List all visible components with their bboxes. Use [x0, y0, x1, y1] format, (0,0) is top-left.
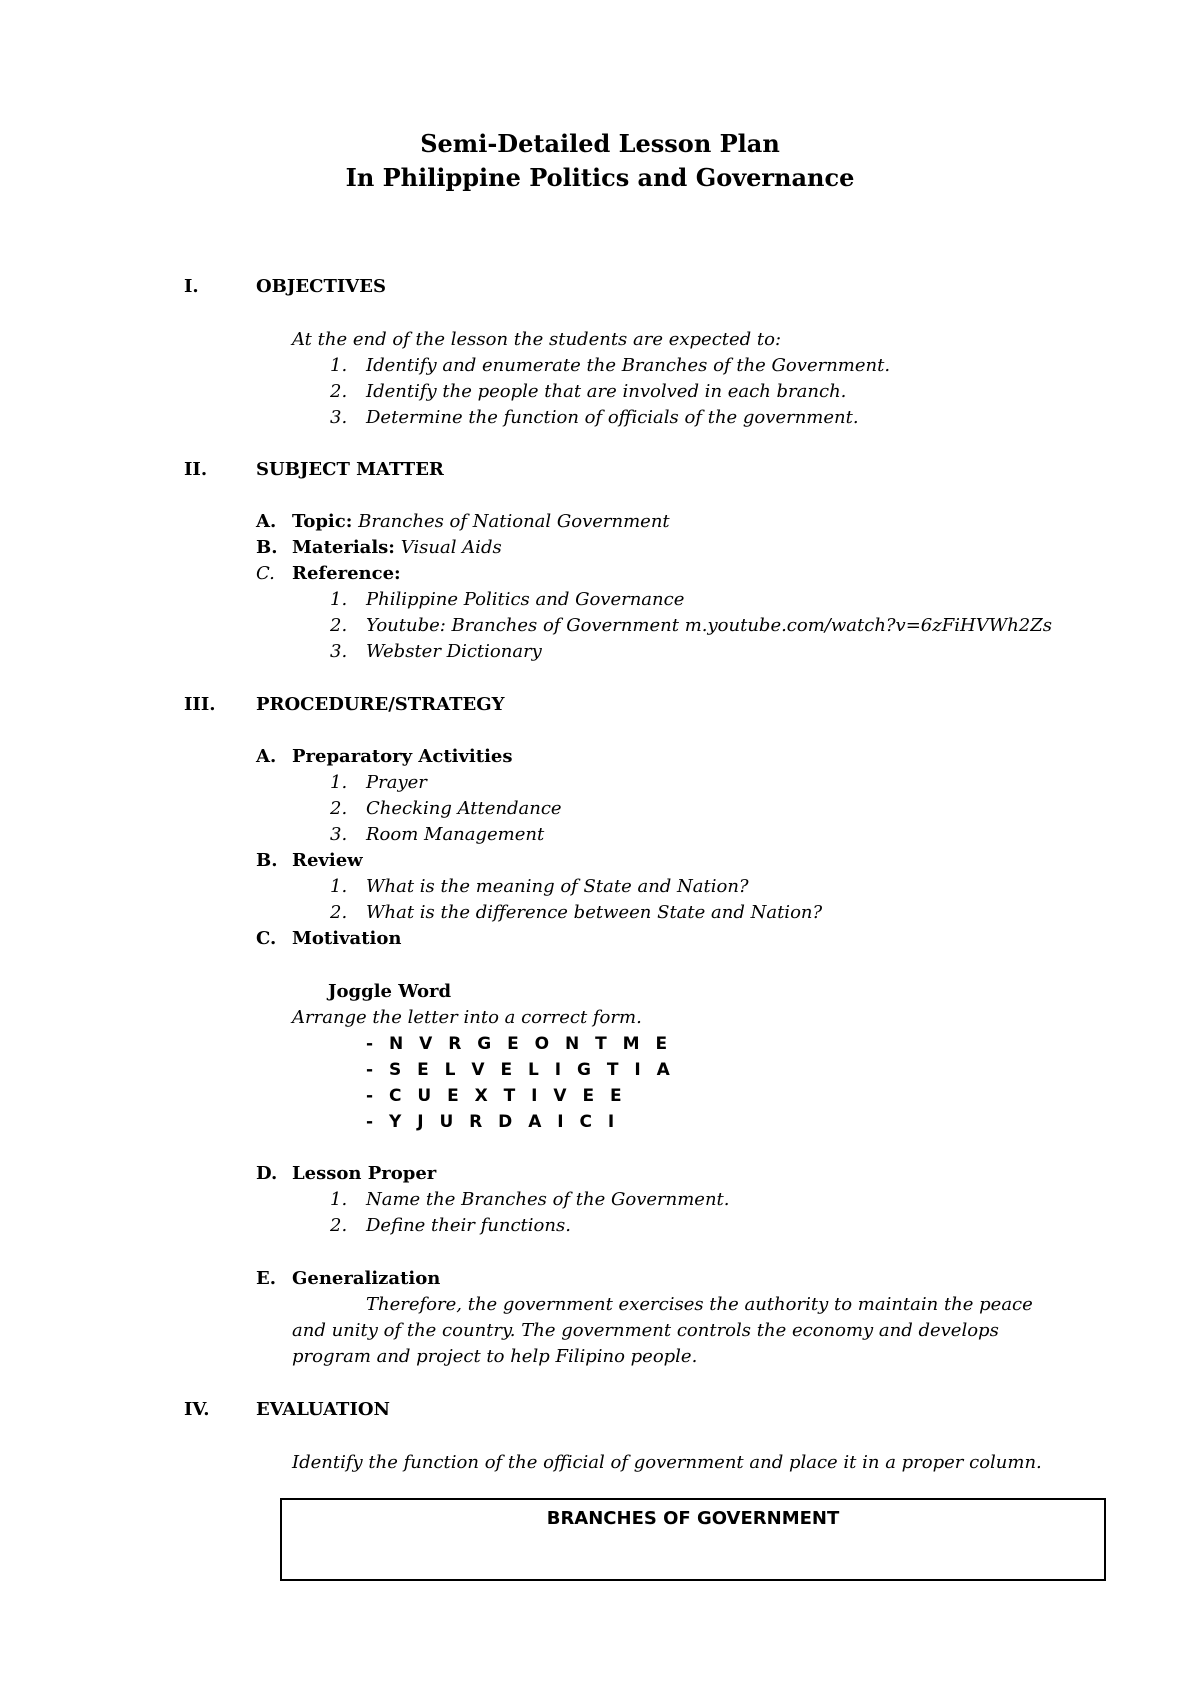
reference-label: Reference: — [292, 563, 401, 584]
section-heading-evaluation: EVALUATION — [256, 1399, 390, 1420]
generalization-label: Generalization — [292, 1268, 441, 1289]
section-numeral-objectives: I. — [184, 276, 199, 297]
generalization-text: and unity of the country. The government controls the economy and develops — [292, 1320, 999, 1341]
topic-label: Topic: — [292, 511, 353, 532]
jumbled-word: - S E L V E L I G T I A — [366, 1060, 675, 1080]
generalization-text: Therefore, the government exercises the authority to maintain the peace — [366, 1294, 1033, 1315]
reference-number: 2. — [330, 615, 348, 636]
section-numeral-subject-matter: II. — [184, 459, 208, 480]
objective-item: Determine the function of officials of the government. — [366, 407, 859, 428]
reference-number: 3. — [330, 641, 348, 662]
lesson-proper-number: 2. — [330, 1215, 348, 1236]
preparatory-number: 1. — [330, 772, 348, 793]
evaluation-instruction: Identify the function of the official of government and place it in a proper column. — [292, 1452, 1042, 1473]
review-number: 2. — [330, 902, 348, 923]
materials-line — [292, 536, 502, 560]
jumbled-word: - Y J U R D A I C I — [366, 1112, 620, 1132]
lesson-proper-item: Define their functions. — [366, 1215, 571, 1236]
joggle-word-instruction: Arrange the letter into a correct form. — [292, 1007, 642, 1028]
objective-item: Identify and enumerate the Branches of the Government. — [366, 355, 891, 376]
objectives-intro: At the end of the lesson the students are expected to: — [292, 329, 782, 350]
section-numeral-evaluation: IV. — [184, 1399, 210, 1420]
preparatory-number: 2. — [330, 798, 348, 819]
joggle-word-title: Joggle Word — [328, 981, 452, 1002]
topic-value: Branches of National Government — [358, 511, 670, 532]
document-title: Semi-Detailed Lesson Plan — [420, 129, 780, 158]
branches-table — [280, 1498, 1106, 1581]
objective-number: 3. — [330, 407, 348, 428]
reference-item: Philippine Politics and Governance — [366, 589, 685, 610]
preparatory-item: Prayer — [366, 772, 427, 793]
preparatory-item: Checking Attendance — [366, 798, 562, 819]
materials-letter: B. — [256, 537, 278, 558]
review-letter: B. — [256, 850, 278, 871]
topic-line — [292, 510, 670, 534]
preparatory-label: Preparatory Activities — [292, 746, 513, 767]
motivation-letter: C. — [256, 928, 277, 949]
lesson-proper-number: 1. — [330, 1189, 348, 1210]
section-numeral-procedure: III. — [184, 694, 216, 715]
reference-number: 1. — [330, 589, 348, 610]
review-item: What is the difference between State and Nation? — [366, 902, 823, 923]
reference-letter: C. — [256, 563, 275, 584]
section-heading-procedure: PROCEDURE/STRATEGY — [256, 694, 505, 715]
document-subtitle: In Philippine Politics and Governance — [345, 163, 855, 192]
lesson-proper-label: Lesson Proper — [292, 1163, 437, 1184]
jumbled-word: - N V R G E O N T M E — [366, 1034, 673, 1054]
reference-item: Webster Dictionary — [366, 641, 542, 662]
preparatory-item: Room Management — [366, 824, 545, 845]
lesson-proper-item: Name the Branches of the Government. — [366, 1189, 730, 1210]
review-label: Review — [292, 850, 363, 871]
objective-number: 2. — [330, 381, 348, 402]
generalization-letter: E. — [256, 1268, 276, 1289]
review-item: What is the meaning of State and Nation? — [366, 876, 749, 897]
generalization-text: program and project to help Filipino people. — [292, 1346, 698, 1367]
lesson-proper-letter: D. — [256, 1163, 278, 1184]
jumbled-word: - C U E X T I V E E — [366, 1086, 627, 1106]
section-heading-subject-matter: SUBJECT MATTER — [256, 459, 444, 480]
materials-label: Materials: — [292, 537, 395, 558]
motivation-label: Motivation — [292, 928, 402, 949]
objective-item: Identify the people that are involved in each branch. — [366, 381, 847, 402]
preparatory-letter: A. — [256, 746, 277, 767]
branches-table-header: BRANCHES OF GOVERNMENT — [546, 1508, 840, 1529]
preparatory-number: 3. — [330, 824, 348, 845]
objective-number: 1. — [330, 355, 348, 376]
topic-letter: A. — [256, 511, 277, 532]
reference-item: Youtube: Branches of Government m.youtube.com/watch?v=6zFiHVWh2Zs — [366, 615, 1052, 636]
review-number: 1. — [330, 876, 348, 897]
materials-value: Visual Aids — [400, 537, 502, 558]
section-heading-objectives: OBJECTIVES — [256, 276, 386, 297]
